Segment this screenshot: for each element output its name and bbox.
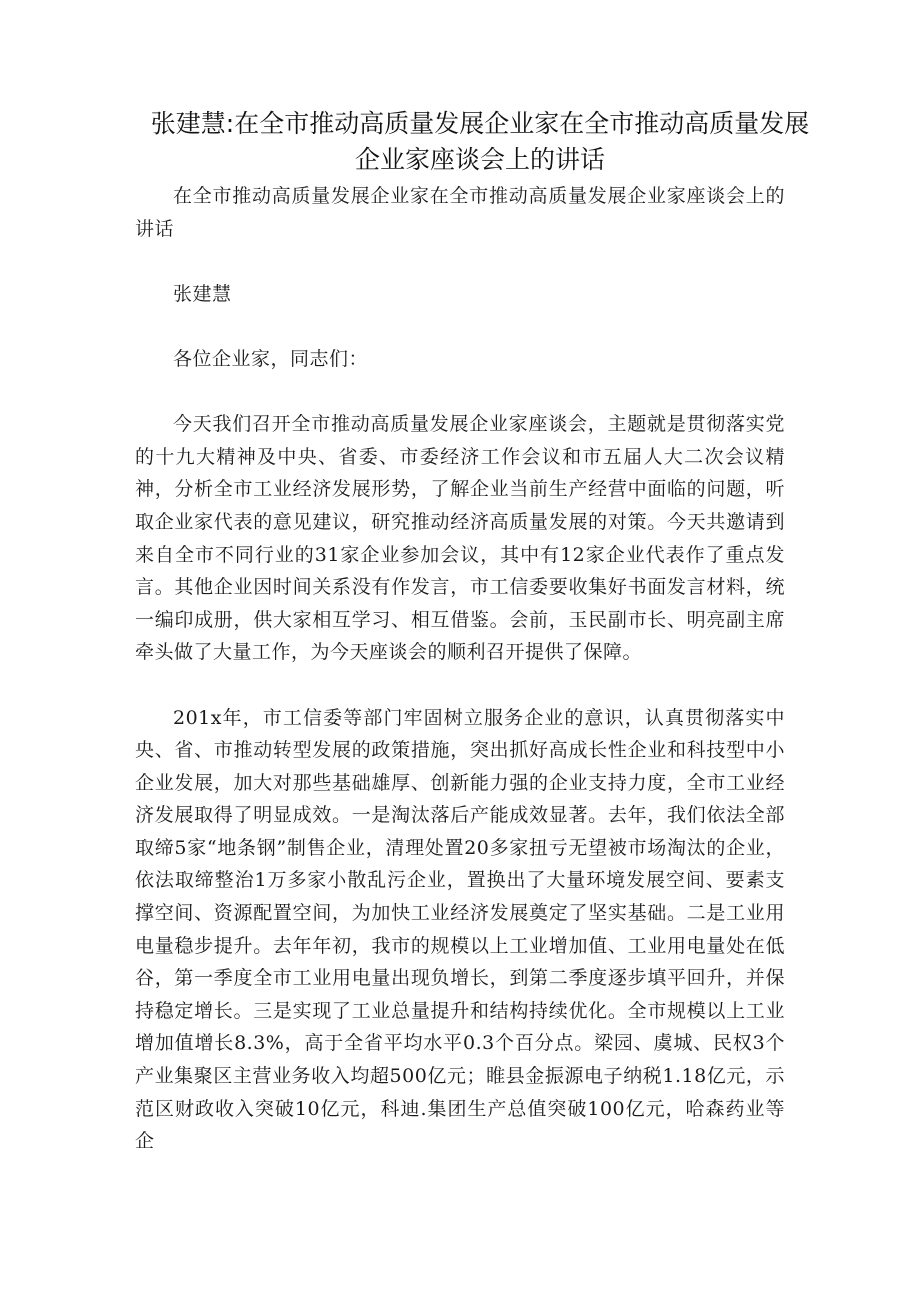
salutation: 各位企业家，同志们： (173, 347, 369, 370)
paragraph: 201x年，市工信委等部门牢固树立服务企业的意识，认真贯彻落实中央、省、市推动转型发展的政策措施，突出抓好高成长性企业和科技型中小企业发展，加大对那些基础雄厚、创新能力强的企业支持力度，全市工业经济发展取得了明显成效。一是淘汰落后产能成效显著。去年，我们依法全部取缔5家“地条钢”制售企业，清理处置20多家扭亏无望被市场淘汰的企业，依法取缔整治1万多家小散乱污企业，置换出了大量环境发展空间、要素支撑空间、资源配置空间，为加快工业经济发展奠定了坚实基础。二是工业用电量稳步提升。去年年初，我市的规模以上工业增加值、工业用电量处在低谷，第一季度全市工业用电量出现负增长，到第二季度逐步填平回升，并保持稳定增长。三是实现了工业总量提升和结构持续优化。全市规模以上工业增加值增长8.3%，高于全省平均水平0.3个百分点。梁园、虞城、民权3个产业集聚区主营业务收入均超500亿元；睢县金振源电子纳税1.18亿元，示范区财政收入突破10亿元，科迪.集团生产总值突破100亿元，哈森药业等企 (135, 706, 785, 1153)
paragraph: 今天我们召开全市推动高质量发展企业家座谈会，主题就是贯彻落实党的十九大精神及中央、省委、市委经济工作会议和市五届人大二次会议精神，分析全市工业经济发展形势，了解企业当前生产经营中面临的问题，听取企业家代表的意见建议，研究推动经济高质量发展的对策。今天共邀请到来自全市不同行业的31家企业参加会议，其中有12家企业代表作了重点发言。其他企业因时间关系没有作发言，市工信委要收集好书面发言材料，统一编印成册，供大家相互学习、相互借鉴。会前，玉民副市长、明亮副主席牵头做了大量工作，为今天座谈会的顺利召开提供了保障。 (135, 413, 785, 664)
document-subtitle: 在全市推动高质量发展企业家在全市推动高质量发展企业家座谈会上的讲话 (135, 185, 785, 240)
document-title: 张建慧:在全市推动高质量发展企业家在全市推动高质量发展企业家座谈会上的讲话 (150, 109, 810, 174)
document-body (135, 180, 785, 1158)
author-name: 张建慧 (173, 282, 232, 305)
